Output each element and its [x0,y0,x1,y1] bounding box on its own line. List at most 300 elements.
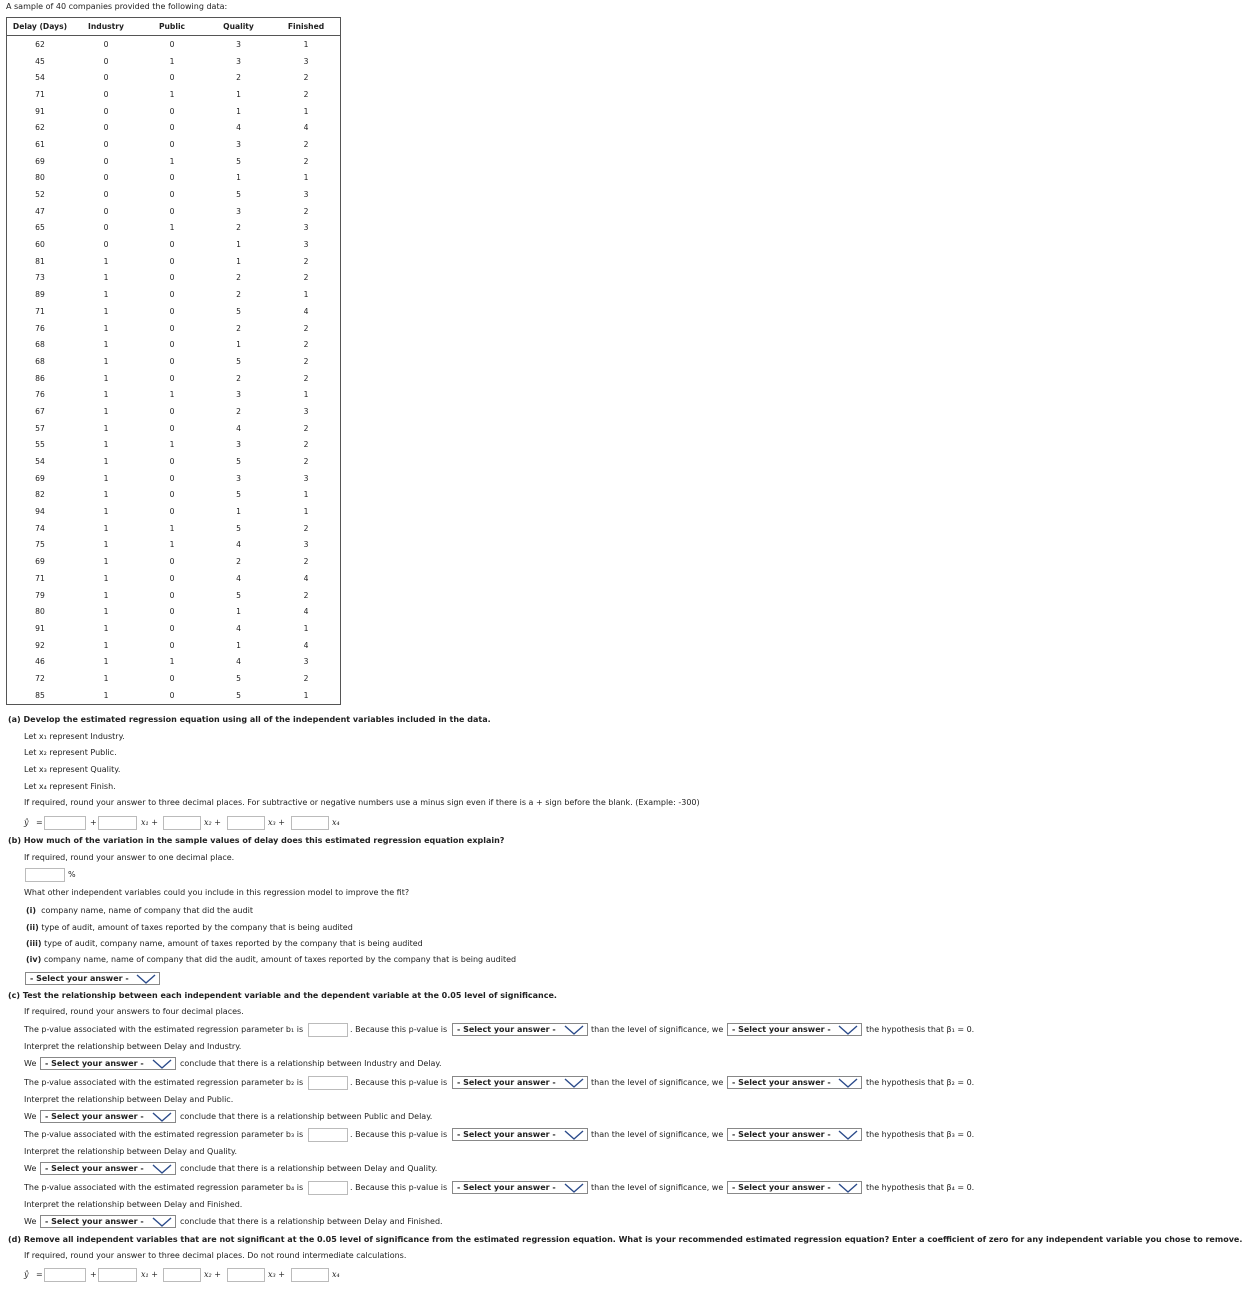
r-squared-input[interactable] [25,868,65,882]
table-cell: 0 [169,173,175,183]
chevron-down-icon [152,1164,172,1174]
table-cell: 69 [35,473,45,483]
eq-a-y-hat: ŷ [24,818,29,827]
eq-d-intercept-input[interactable] [44,1268,86,1282]
table-cell: 1 [236,640,241,650]
table-cell: 1 [303,39,309,49]
because-text: . Because this p-value is [350,1078,448,1087]
table-cell: 5 [236,156,241,166]
table-row [7,537,340,554]
table-cell: 2 [236,273,241,283]
table-row [7,487,340,504]
p-value-input-b1[interactable] [308,1023,348,1037]
table-row [7,53,340,70]
select-label: - Select your answer - [457,1078,556,1087]
table-cell: 5 [236,590,241,600]
we-text: We [24,1217,37,1226]
table-cell: 1 [103,640,109,650]
table-cell: 1 [103,557,109,567]
table-row [7,36,340,53]
table-row [7,270,340,287]
chevron-down-icon [564,1130,584,1140]
table-cell: 0 [169,123,175,133]
table-cell: 79 [35,590,45,600]
eq-d-x2-label: x₂ + [204,1270,221,1279]
table-cell: 4 [303,640,309,650]
table-cell: 0 [169,240,175,250]
part-a-heading: (a) Develop the estimated regression equation using all of the independent variables included in the data. [8,715,491,724]
table-cell: 2 [303,590,309,600]
table-cell: 81 [35,256,45,266]
conclude-text-b4: conclude that there is a relationship between Delay and Finished. [180,1217,443,1226]
chevron-down-icon [838,1130,858,1140]
select-label: - Select your answer - [45,1112,144,1121]
table-cell: 3 [303,540,309,550]
table-row [7,136,340,153]
table-cell: 1 [103,390,109,400]
compare-select-b2[interactable] [452,1076,588,1089]
table-cell: 0 [169,673,175,683]
column-header: Delay (Days) [7,18,73,36]
than-text: than the level of significance, we [591,1078,724,1087]
hypothesis-text-b2: the hypothesis that β₂ = 0. [866,1078,975,1087]
chevron-down-icon [152,1217,172,1227]
conclude-text-b1: conclude that there is a relationship between Industry and Delay. [180,1059,442,1068]
table-cell: 89 [35,290,45,300]
table-cell: 62 [35,39,45,49]
table-row [7,153,340,170]
table-cell: 1 [236,173,241,183]
table-cell: 0 [169,557,175,567]
eq-d-b1-input[interactable] [98,1268,137,1282]
conclude-text-b2: conclude that there is a relationship between Public and Delay. [180,1112,433,1121]
eq-d-x4-label: x₄ [332,1270,340,1279]
table-cell: 0 [169,473,175,483]
table-cell: 3 [236,139,241,149]
eq-d-x3-label: x₃ + [268,1270,285,1279]
eq-a-b2-input[interactable] [163,816,201,830]
table-cell: 1 [169,156,175,166]
table-row [7,370,340,387]
decision-select-b4[interactable] [727,1181,862,1194]
table-cell: 68 [35,340,45,350]
chevron-down-icon [838,1025,858,1035]
table-cell: 0 [103,173,109,183]
eq-a-b1-input[interactable] [98,816,137,830]
select-label: - Select your answer - [732,1130,831,1139]
table-cell: 80 [35,173,45,183]
table-cell: 3 [303,657,309,667]
compare-select-b3[interactable] [452,1128,588,1141]
we-text: We [24,1112,37,1121]
table-cell: 1 [303,507,309,517]
table-cell: 4 [236,657,241,667]
table-cell: 76 [35,323,45,333]
table-cell: 69 [35,557,45,567]
select-label: - Select your answer - [45,1164,144,1173]
conclude-select-b2[interactable] [40,1110,176,1123]
table-cell: 65 [35,223,45,233]
option-iii [26,939,423,948]
table-cell: 2 [303,273,309,283]
table-cell: 1 [303,173,309,183]
hypothesis-text-b4: the hypothesis that β₄ = 0. [866,1183,975,1192]
eq-a-x1-label: x₁ + [141,818,158,827]
table-row [7,503,340,520]
table-cell: 54 [35,457,45,467]
table-cell: 2 [303,673,309,683]
table-cell: 0 [103,56,109,66]
table-cell: 1 [103,690,109,700]
table-cell: 5 [236,490,241,500]
let-x1: Let x₁ represent Industry. [24,732,125,741]
eq-a-x4-label: x₄ [332,818,340,827]
table-cell: 0 [169,290,175,300]
chevron-down-icon [564,1183,584,1193]
table-cell: 2 [303,373,309,383]
table-cell: 1 [103,356,109,366]
table-row [7,603,340,620]
we-text: We [24,1059,37,1068]
table-cell: 0 [169,457,175,467]
select-label: - Select your answer - [732,1183,831,1192]
conclude-select-b1[interactable] [40,1057,176,1070]
p-value-text-b4: The p-value associated with the estimated regression parameter b₄ is [24,1183,304,1192]
table-cell: 0 [103,223,109,233]
let-x3: Let x₃ represent Quality. [24,765,121,774]
table-row [7,336,340,353]
table-cell: 1 [169,56,175,66]
table-cell: 0 [169,190,175,200]
table-cell: 1 [103,490,109,500]
table-cell: 82 [35,490,45,500]
table-cell: 1 [103,507,109,517]
select-label: - Select your answer - [732,1078,831,1087]
table-row [7,236,340,253]
select-label: - Select your answer - [732,1025,831,1034]
p-value-text-b3: The p-value associated with the estimated regression parameter b₃ is [24,1130,304,1139]
table-cell: 75 [35,540,45,550]
table-cell: 4 [236,423,241,433]
part-c-heading: (c) Test the relationship between each independent variable and the dependent variable at the 0.05 level of significance. [8,991,557,1000]
because-text: . Because this p-value is [350,1025,448,1034]
table-cell: 52 [35,190,45,200]
eq-a-b3-input[interactable] [227,816,265,830]
table-cell: 1 [103,423,109,433]
eq-d-x1-label: x₁ + [141,1270,158,1279]
part-d-heading: (d) Remove all independent variables that are not significant at the 0.05 level of significance from the estimated regression equation. What is your recommended estimated regression equation? Enter a coefficient of zero for any independent variable you chose to remove. [8,1235,1242,1244]
table-row [7,587,340,604]
table-cell: 2 [236,290,241,300]
option-iv-number: (iv) [26,955,42,964]
table-cell: 2 [303,457,309,467]
table-cell: 0 [103,89,109,99]
option-iv [26,955,516,964]
conclude-select-b4[interactable] [40,1215,176,1228]
table-cell: 2 [236,323,241,333]
conclude-text-b3: conclude that there is a relationship between Delay and Quality. [180,1164,438,1173]
option-ii [26,923,353,932]
table-cell: 5 [236,306,241,316]
table-row [7,220,340,237]
table-cell: 2 [303,440,309,450]
table-cell: 0 [169,139,175,149]
table-cell: 0 [169,373,175,383]
table-cell: 91 [35,106,45,116]
table-cell: 3 [303,190,309,200]
table-cell: 0 [169,206,175,216]
table-cell: 1 [303,623,309,633]
part-c-round-note: If required, round your answers to four decimal places. [24,1007,244,1016]
table-row [7,170,340,187]
eq-d-b4-input[interactable] [291,1268,329,1282]
part-b-heading: (b) How much of the variation in the sample values of delay does this estimated regression equation explain? [8,836,505,845]
table-cell: 85 [35,690,45,700]
table-cell: 1 [103,573,109,583]
table-cell: 91 [35,623,45,633]
table-cell: 1 [236,240,241,250]
table-cell: 1 [303,690,309,700]
option-i-text: company name, name of company that did the audit [41,906,254,915]
compare-select-b4[interactable] [452,1181,588,1194]
table-cell: 2 [303,423,309,433]
table-cell: 5 [236,690,241,700]
part-b-round-note: If required, round your answer to one decimal place. [24,853,235,862]
p-value-text-b1: The p-value associated with the estimated regression parameter b₁ is [24,1025,304,1034]
table-row [7,386,340,403]
table-cell: 1 [103,273,109,283]
table-cell: 1 [103,623,109,633]
table-cell: 0 [103,156,109,166]
chevron-down-icon [136,974,156,984]
table-cell: 0 [169,323,175,333]
table-cell: 1 [236,106,241,116]
than-text: than the level of significance, we [591,1183,724,1192]
table-cell: 5 [236,457,241,467]
table-cell: 4 [303,123,309,133]
table-cell: 0 [103,39,109,49]
table-cell: 72 [35,673,45,683]
table-row [7,320,340,337]
eq-d-b2-input[interactable] [163,1268,201,1282]
table-cell: 0 [169,640,175,650]
table-cell: 55 [35,440,45,450]
table-cell: 1 [103,523,109,533]
table-cell: 0 [169,39,175,49]
table-cell: 2 [236,73,241,83]
table-cell: 0 [169,423,175,433]
table-cell: 1 [169,540,175,550]
than-text: than the level of significance, we [591,1130,724,1139]
table-cell: 67 [35,406,45,416]
table-cell: 1 [103,590,109,600]
table-cell: 2 [236,223,241,233]
table-cell: 0 [169,256,175,266]
decision-select-b2[interactable] [727,1076,862,1089]
table-cell: 1 [103,457,109,467]
eq-d-equals: = [36,1270,43,1279]
table-row [7,637,340,654]
table-cell: 1 [103,323,109,333]
table-row [7,437,340,454]
table-cell: 1 [103,406,109,416]
table-cell: 1 [303,290,309,300]
table-cell: 1 [236,256,241,266]
table-row [7,286,340,303]
chevron-down-icon [564,1025,584,1035]
eq-a-b4-input[interactable] [291,816,329,830]
table-cell: 2 [236,373,241,383]
table-cell: 61 [35,139,45,149]
p-value-text-b2: The p-value associated with the estimated regression parameter b₂ is [24,1078,304,1087]
table-cell: 0 [169,306,175,316]
eq-d-plus: + [90,1270,97,1279]
part-a-round-note: If required, round your answer to three decimal places. For subtractive or negative numbers use a minus sign even if there is a + sign before the blank. (Example: -300) [24,798,700,807]
table-cell: 0 [169,690,175,700]
table-cell: 3 [303,223,309,233]
table-cell: 1 [169,440,175,450]
table-cell: 2 [303,206,309,216]
interpret-text-b2: Interpret the relationship between Delay and Public. [24,1095,234,1104]
table-row [7,186,340,203]
table-row [7,353,340,370]
we-text: We [24,1164,37,1173]
intro-text: A sample of 40 companies provided the following data: [6,2,228,11]
table-cell: 1 [236,507,241,517]
option-iii-text: type of audit, company name, amount of taxes reported by the company that is being audited [44,939,423,948]
eq-a-intercept-input[interactable] [44,816,86,830]
table-cell: 2 [303,356,309,366]
table-cell: 3 [303,56,309,66]
chevron-down-icon [152,1112,172,1122]
table-cell: 3 [303,240,309,250]
table-cell: 1 [169,390,175,400]
table-header-row [7,18,340,36]
table-cell: 0 [103,240,109,250]
decision-select-b3[interactable] [727,1128,862,1141]
table-cell: 0 [169,406,175,416]
compare-select-b1[interactable] [452,1023,588,1036]
table-cell: 1 [103,340,109,350]
hypothesis-text-b3: the hypothesis that β₃ = 0. [866,1130,975,1139]
because-text: . Because this p-value is [350,1130,448,1139]
table-row [7,620,340,637]
table-cell: 3 [236,473,241,483]
table-cell: 2 [236,557,241,567]
table-cell: 2 [236,406,241,416]
improve-fit-select[interactable] [25,972,160,985]
table-cell: 1 [103,473,109,483]
data-table [7,18,340,704]
table-cell: 2 [303,523,309,533]
table-cell: 5 [236,190,241,200]
table-row [7,303,340,320]
table-cell: 2 [303,139,309,149]
table-cell: 5 [236,523,241,533]
option-i-number: (i) [26,906,37,915]
table-cell: 1 [303,106,309,116]
select-label: - Select your answer - [457,1130,556,1139]
column-header: Industry [73,18,139,36]
p-value-input-b4[interactable] [308,1181,348,1195]
conclude-select-b3[interactable] [40,1162,176,1175]
table-row [7,470,340,487]
table-cell: 69 [35,156,45,166]
eq-a-x2-label: x₂ + [204,818,221,827]
table-cell: 4 [236,123,241,133]
table-cell: 0 [169,623,175,633]
interpret-text-b1: Interpret the relationship between Delay and Industry. [24,1042,242,1051]
table-cell: 71 [35,573,45,583]
table-row [7,403,340,420]
interpret-text-b4: Interpret the relationship between Delay and Finished. [24,1200,243,1209]
table-cell: 0 [169,507,175,517]
let-x2: Let x₂ represent Public. [24,748,117,757]
column-header: Finished [272,18,340,36]
table-cell: 1 [236,607,241,617]
table-cell: 76 [35,390,45,400]
table-row [7,420,340,437]
table-cell: 3 [236,56,241,66]
table-cell: 0 [103,206,109,216]
table-cell: 2 [303,89,309,99]
table-cell: 94 [35,507,45,517]
table-cell: 2 [303,323,309,333]
table-cell: 80 [35,607,45,617]
table-cell: 0 [169,273,175,283]
option-ii-text: type of audit, amount of taxes reported by the company that is being audited [41,923,353,932]
table-cell: 5 [236,356,241,366]
option-ii-number: (ii) [26,923,39,932]
table-cell: 62 [35,123,45,133]
table-cell: 1 [103,373,109,383]
select-label: - Select your answer - [457,1183,556,1192]
table-cell: 4 [236,573,241,583]
eq-a-plus: + [90,818,97,827]
table-cell: 4 [236,540,241,550]
decision-select-b1[interactable] [727,1023,862,1036]
table-cell: 0 [169,356,175,366]
table-cell: 57 [35,423,45,433]
table-cell: 45 [35,56,45,66]
table-cell: 0 [103,190,109,200]
table-row [7,653,340,670]
table-cell: 1 [169,223,175,233]
let-x4: Let x₄ represent Finish. [24,782,116,791]
table-cell: 3 [236,440,241,450]
table-cell: 4 [303,573,309,583]
table-row [7,119,340,136]
table-cell: 1 [169,657,175,667]
table-cell: 74 [35,523,45,533]
table-cell: 1 [303,390,309,400]
table-cell: 4 [236,623,241,633]
table-cell: 0 [169,590,175,600]
table-row [7,453,340,470]
table-cell: 1 [103,440,109,450]
table-cell: 0 [169,340,175,350]
p-value-input-b2[interactable] [308,1076,348,1090]
p-value-input-b3[interactable] [308,1128,348,1142]
eq-d-b3-input[interactable] [227,1268,265,1282]
because-text: . Because this p-value is [350,1183,448,1192]
table-cell: 1 [103,657,109,667]
table-cell: 1 [103,306,109,316]
select-label: - Select your answer - [45,1217,144,1226]
table-cell: 2 [303,340,309,350]
table-row [7,520,340,537]
table-cell: 5 [236,673,241,683]
